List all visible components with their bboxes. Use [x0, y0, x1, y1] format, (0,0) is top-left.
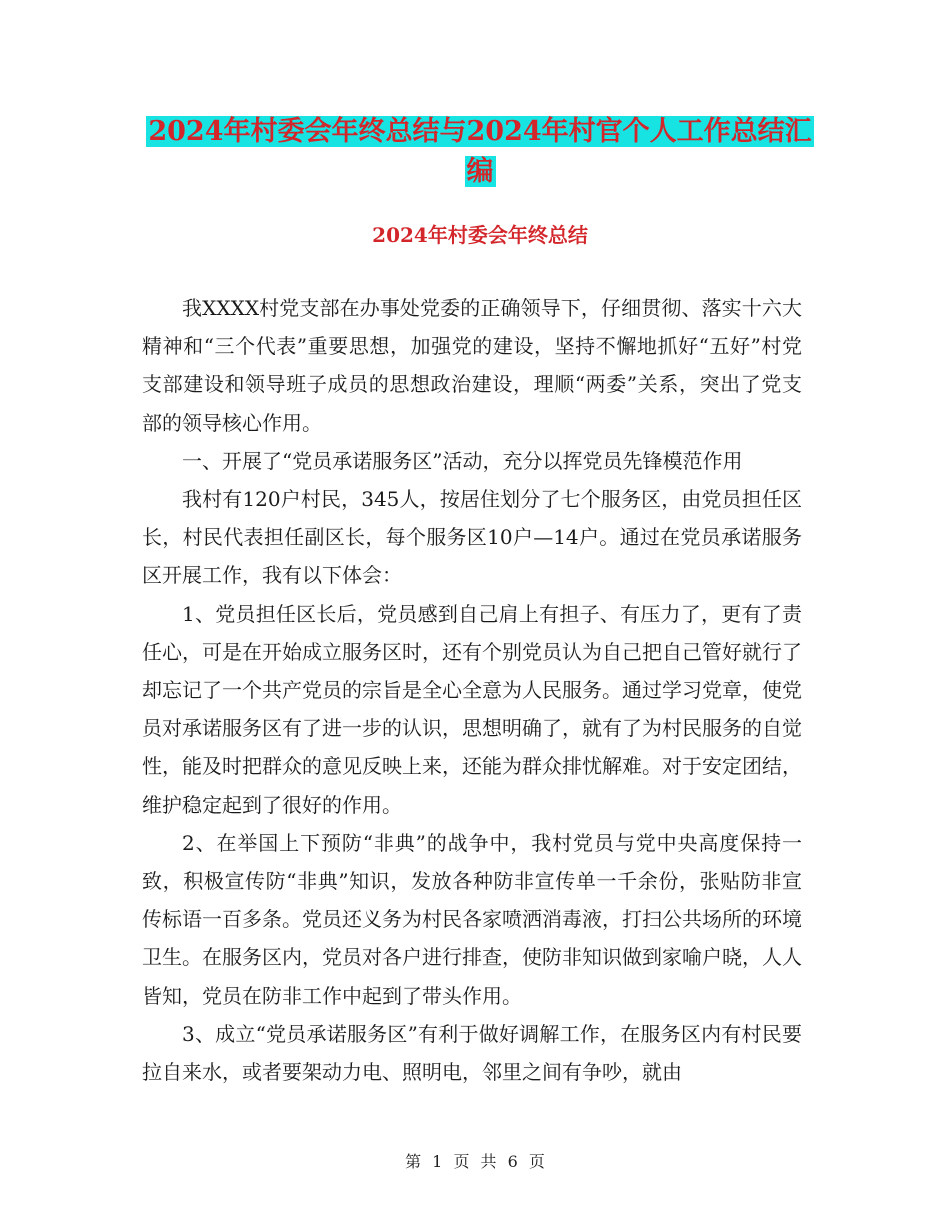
document-body [142, 289, 802, 1091]
paragraph: 我XXXX村党支部在办事处党委的正确领导下，仔细贯彻、落实十六大精神和“三个代表”重要思想，加强党的建设，坚持不懈地抓好“五好”村党支部建设和领导班子成员的思想政治建设，理顺“两委”关系，突出了党支部的领导核心作用。 [142, 296, 802, 435]
paragraph: 我村有120户村民，345人，按居住划分了七个服务区，由党员担任区长，村民代表担任副区长，每个服务区10户—14户。通过在党员承诺服务区开展工作，我有以下体会： [142, 487, 802, 588]
paragraph: 一、开展了“党员承诺服务区”活动，充分以挥党员先锋模范作用 [182, 448, 743, 473]
paragraph: 3、成立“党员承诺服务区”有利于做好调解工作，在服务区内有村民要拉自来水，或者要架动力电、照明电，邻里之间有争吵，就由 [142, 1021, 802, 1085]
paragraph: 1、党员担任区长后，党员感到自己肩上有担子、有压力了，更有了责任心，可是在开始成立服务区时，还有个别党员认为自己把自己管好就行了却忘记了一个共产党员的宗旨是全心全意为人民服务。通过学习党章，使党员对承诺服务区有了进一步的认识，思想明确了，就有了为村民服务的自觉性，能及时把群众的意见反映上来，还能为群众排忧解难。对于安定团结，维护稳定起到了很好的作用。 [142, 601, 802, 817]
section-title: 2024年村委会年终总结 [372, 223, 588, 247]
page-number-footer: 第 1 页 共 6 页 [405, 1152, 545, 1171]
document-title [140, 112, 820, 192]
paragraph: 2、在举国上下预防“非典”的战争中，我村党员与党中央高度保持一致，积极宣传防“非典”知识，发放各种防非宣传单一千余份，张贴防非宣传标语一百多条。党员还义务为村民各家喷洒消毒液，打扫公共场所的环境卫生。在服务区内，党员对各户进行排查，使防非知识做到家喻户晓，人人皆知，党员在防非工作中起到了带头作用。 [142, 830, 802, 1008]
document-title-text: 2024年村委会年终总结与2024年村官个人工作总结汇编 [148, 116, 812, 187]
